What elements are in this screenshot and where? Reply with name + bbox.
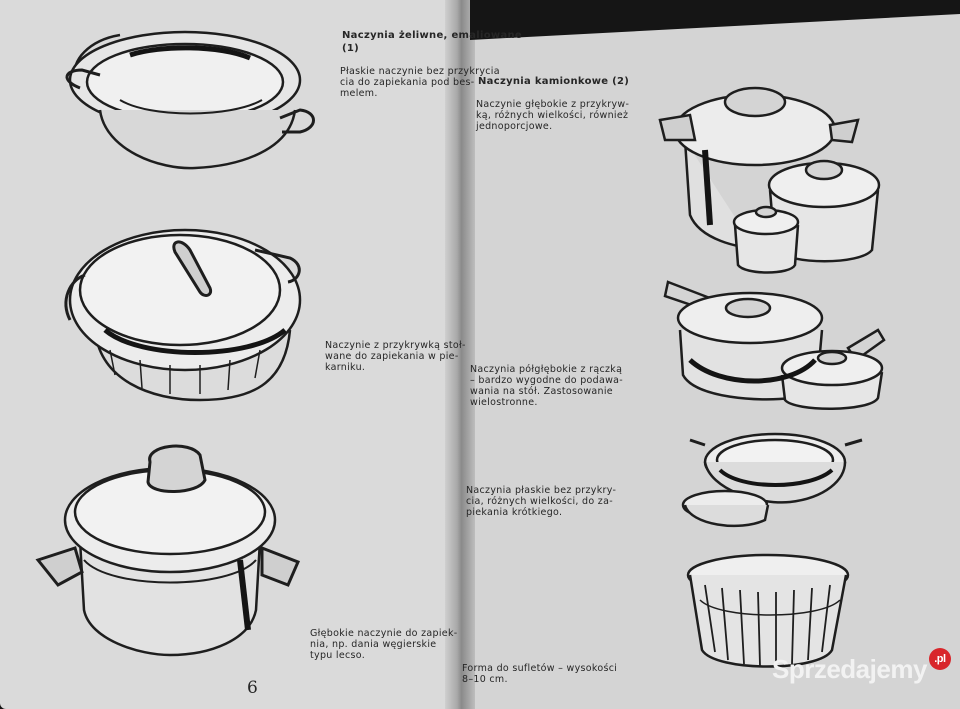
right-section-title: Naczynia kamionkowe (2) bbox=[478, 76, 630, 87]
page-number: 6 bbox=[247, 678, 258, 698]
deep-pot-illustration bbox=[38, 446, 298, 655]
souffle-mold-illustration bbox=[688, 555, 848, 667]
shallow-casserole-illustration bbox=[67, 32, 313, 168]
left-section-title: Naczynia żeliwne, emaliowane bbox=[342, 30, 523, 41]
stoneware-pots-illustration bbox=[660, 88, 879, 273]
flat-dishes-illustration bbox=[683, 434, 862, 526]
caption-stoneware-pots: Naczynie głębokie z przykryw- ką, różnych wielkości, również jednoporcjowe. bbox=[476, 99, 630, 132]
caption-shallow-casserole: Płaskie naczynie bez przykrycia cia do zapiekania pod bes- melem. bbox=[340, 66, 500, 99]
watermark-brand: Sprzedajemy bbox=[772, 654, 927, 684]
lidded-casserole-illustration bbox=[66, 230, 300, 400]
caption-lidded-casserole: Naczynie z przykrywką stoł- wane do zapiekania w pie- karniku. bbox=[325, 340, 466, 373]
watermark bbox=[772, 654, 951, 685]
left-section-number: (1) bbox=[342, 43, 359, 54]
handled-pans-illustration bbox=[665, 282, 884, 409]
caption-flat-dishes: Naczynia płaskie bez przykry- cia, różnych wielkości, do za- piekania krótkiego. bbox=[466, 485, 617, 518]
caption-souffle-mold: Forma do sufletów – wysokości 8–10 cm. bbox=[462, 663, 618, 685]
caption-handled-pans: Naczynia półgłębokie z rączką – bardzo wygodne do podawa- wania na stół. Zastosowanie wielostronne. bbox=[470, 364, 624, 408]
caption-deep-pot: Głębokie naczynie do zapiek- nia, np. dania węgierskie typu lecso. bbox=[310, 628, 458, 661]
watermark-suffix: .pl bbox=[929, 648, 951, 670]
